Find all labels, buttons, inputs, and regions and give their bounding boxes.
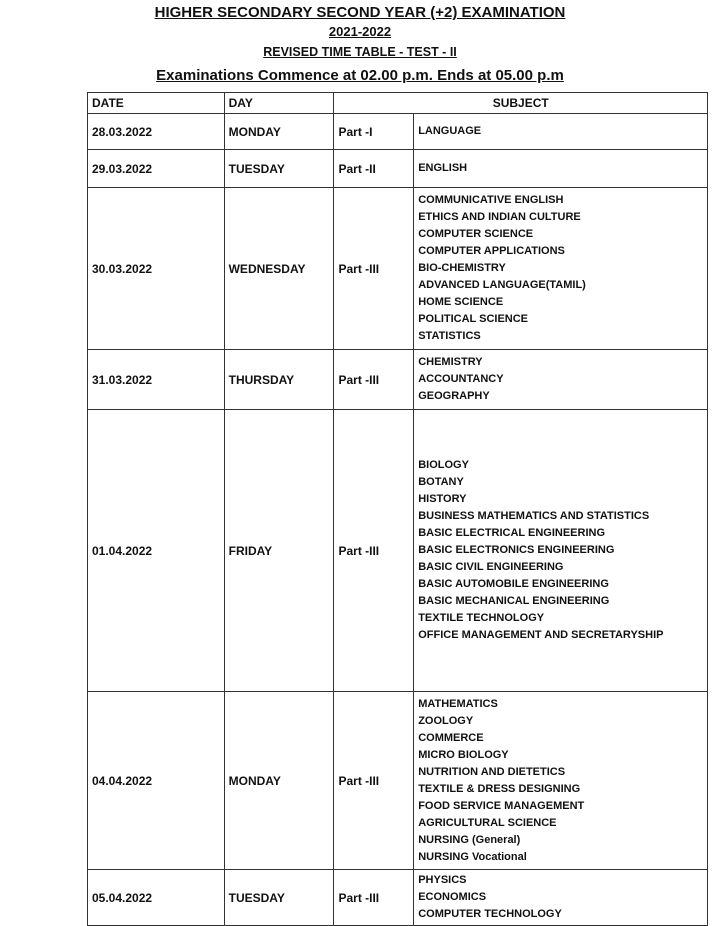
subject-item: STATISTICS: [418, 330, 481, 342]
table-row: [88, 870, 708, 926]
part-cell: Part -III: [334, 870, 414, 926]
day-cell: MONDAY: [224, 692, 334, 870]
subjects-cell: [414, 692, 708, 870]
subject-item: BASIC ELECTRONICS ENGINEERING: [418, 544, 615, 556]
date-cell: 04.04.2022: [88, 692, 225, 870]
subject-item: TEXTILE TECHNOLOGY: [418, 612, 545, 624]
subjects-cell: [414, 410, 708, 692]
subject-item: COMPUTER APPLICATIONS: [418, 245, 565, 257]
timetable: [87, 92, 708, 926]
subject-item: ENGLISH: [418, 162, 468, 174]
table-row: [88, 692, 708, 870]
date-cell: 01.04.2022: [88, 410, 225, 692]
subject-item: BASIC MECHANICAL ENGINEERING: [418, 595, 610, 607]
subject-item: GEOGRAPHY: [418, 390, 490, 402]
subject-item: BIOLOGY: [418, 459, 469, 471]
date-cell: 30.03.2022: [88, 188, 225, 350]
subjects-cell: [414, 350, 708, 410]
subject-item: MATHEMATICS: [418, 697, 498, 710]
day-cell: TUESDAY: [224, 150, 334, 188]
subject-item: PHYSICS: [418, 874, 467, 886]
table-row: [88, 150, 708, 188]
subject-item: POLITICAL SCIENCE: [418, 313, 529, 325]
date-cell: 28.03.2022: [88, 114, 225, 150]
timetable-subtitle: REVISED TIME TABLE - TEST - II: [263, 45, 457, 59]
exam-title: HIGHER SECONDARY SECOND YEAR (+2) EXAMINATION: [154, 4, 566, 21]
subject-item: COMMUNICATIVE ENGLISH: [418, 194, 564, 206]
subject-item: TEXTILE & DRESS DESIGNING: [418, 782, 581, 795]
table-row: [88, 410, 708, 692]
timetable-body: [88, 114, 708, 926]
part-cell: Part -III: [334, 692, 414, 870]
subject-item: LANGUAGE: [418, 125, 482, 137]
subject-item: COMMERCE: [418, 731, 484, 744]
exam-timing: Examinations Commence at 02.00 p.m. Ends at 05.00 p.m: [156, 67, 564, 84]
subject-item: NURSING (General): [418, 833, 521, 846]
subject-item: FOOD SERVICE MANAGEMENT: [418, 799, 585, 812]
subject-item: NUTRITION AND DIETETICS: [418, 765, 566, 778]
subject-item: COMPUTER SCIENCE: [418, 228, 534, 240]
subject-item: MICRO BIOLOGY: [418, 748, 509, 761]
subject-item: BASIC CIVIL ENGINEERING: [418, 561, 564, 573]
day-cell: TUESDAY: [224, 870, 334, 926]
subject-item: ADVANCED LANGUAGE(TAMIL): [418, 279, 586, 291]
table-row: [88, 188, 708, 350]
date-column-header: DATE: [88, 93, 225, 114]
subject-item: BIO-CHEMISTRY: [418, 262, 506, 274]
part-cell: Part -II: [334, 150, 414, 188]
subjects-cell: [414, 870, 708, 926]
subject-item: BASIC ELECTRICAL ENGINEERING: [418, 527, 606, 539]
subject-item: BASIC AUTOMOBILE ENGINEERING: [418, 578, 609, 590]
table-row: [88, 350, 708, 410]
day-column-header: DAY: [224, 93, 334, 114]
day-cell: THURSDAY: [224, 350, 334, 410]
subject-item: BOTANY: [418, 476, 464, 488]
subject-column-header: SUBJECT: [334, 93, 708, 114]
subject-item: CHEMISTRY: [418, 356, 483, 368]
day-cell: WEDNESDAY: [224, 188, 334, 350]
date-cell: 29.03.2022: [88, 150, 225, 188]
academic-year: 2021-2022: [328, 24, 392, 39]
day-cell: MONDAY: [224, 114, 334, 150]
part-cell: Part -I: [334, 114, 414, 150]
subject-item: BUSINESS MATHEMATICS AND STATISTICS: [418, 510, 650, 522]
header-row: [88, 93, 708, 114]
subject-item: NURSING Vocational: [418, 850, 527, 863]
subject-item: OFFICE MANAGEMENT AND SECRETARYSHIP: [418, 629, 664, 641]
date-cell: 05.04.2022: [88, 870, 225, 926]
subject-item: AGRICULTURAL SCIENCE: [418, 816, 557, 829]
part-cell: Part -III: [334, 350, 414, 410]
subject-item: HOME SCIENCE: [418, 296, 504, 308]
subject-item: COMPUTER TECHNOLOGY: [418, 908, 562, 920]
table-row: [88, 114, 708, 150]
part-cell: Part -III: [334, 188, 414, 350]
part-cell: Part -III: [334, 410, 414, 692]
subject-item: HISTORY: [418, 493, 467, 505]
subject-item: ZOOLOGY: [418, 714, 474, 727]
subjects-cell: [414, 188, 708, 350]
subject-item: ETHICS AND INDIAN CULTURE: [418, 211, 581, 223]
day-cell: FRIDAY: [224, 410, 334, 692]
subjects-cell: [414, 114, 708, 150]
subjects-cell: [414, 150, 708, 188]
subject-item: ECONOMICS: [418, 891, 487, 903]
date-cell: 31.03.2022: [88, 350, 225, 410]
subject-item: ACCOUNTANCY: [418, 373, 504, 385]
